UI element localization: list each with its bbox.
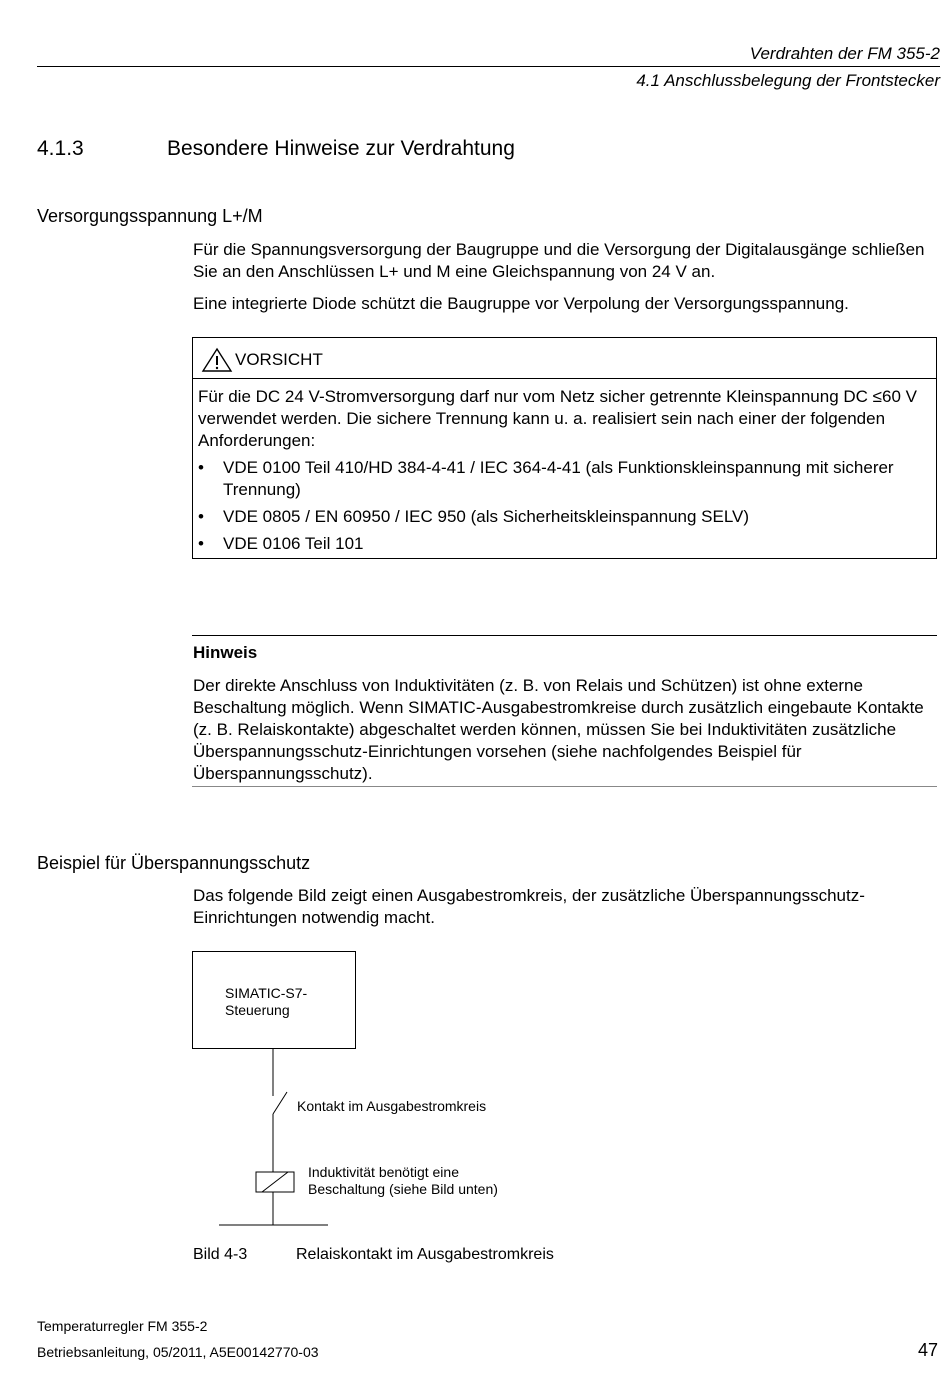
supply-paragraph-2: Eine integrierte Diode schützt die Baugruppe vor Verpolung der Versorgungsspannung. [193, 294, 849, 313]
contact-switch-blade [273, 1092, 287, 1114]
caution-title: VORSICHT [235, 350, 323, 369]
list-item: • VDE 0100 Teil 410/HD 384-4-41 / IEC 364-4-41 (als Funktionskleinspannung mit sicherer Trennung) [198, 458, 894, 499]
section-number: 4.1.3 [37, 137, 84, 160]
section-title: Besondere Hinweise zur Verdrahtung [167, 137, 515, 160]
note-title: Hinweis [193, 643, 258, 662]
footer-document: Betriebsanleitung, 05/2011, A5E00142770-03 [37, 1344, 319, 1360]
supply-heading: Versorgungsspannung L+/M [37, 206, 263, 226]
contact-label: Kontakt im Ausgabestromkreis [297, 1098, 487, 1114]
figure-caption: Relaiskontakt im Ausgabestromkreis [296, 1246, 554, 1263]
controller-label: SIMATIC-S7- Steuerung [225, 985, 308, 1018]
list-item: • VDE 0106 Teil 101 [198, 534, 364, 553]
bullet: • [198, 507, 204, 526]
bullet: • [198, 534, 204, 553]
page-number: 47 [917, 1340, 938, 1360]
running-header-chapter: Verdrahten der FM 355-2 [749, 44, 940, 63]
coil-label: Induktivität benötigt eine Beschaltung (siehe Bild unten) [308, 1164, 498, 1197]
footer-product: Temperaturregler FM 355-2 [37, 1318, 208, 1334]
relay-coil-diagonal [262, 1172, 288, 1192]
supply-paragraph-1: Für die Spannungsversorgung der Baugruppe und die Versorgung der Digitalausgänge schließen Sie an den Anschlüssen L+ und M eine Gleichspannung von 24 V an. [193, 240, 925, 281]
caution-text: Für die DC 24 V-Stromversorgung darf nur vom Netz sicher getrennte Kleinspannung DC ≤60 V verwendet werden. Die sichere Trennung kann u. a. realisiert sein nach einer der folgenden Anforderungen: [198, 387, 917, 450]
bullet: • [198, 458, 204, 477]
note-body: Der direkte Anschluss von Induktivitäten (z. B. von Relais und Schützen) ist ohne externe Beschaltung möglich. Wenn SIMATIC-Ausgabestromkreise durch zusätzlich eingebaute Kontakte (z. B. Relaiskontakte) abgeschaltet werden können, müssen Sie bei Induktivitäten zusätzliche Überspannungsschutz-Einrichtungen vorsehen (siehe nachfolgendes Beispiel für Überspannungsschutz). [193, 676, 924, 783]
example-paragraph: Das folgende Bild zeigt einen Ausgabestromkreis, der zusätzliche Überspannungsschutz-Einrichtungen notwendig macht. [193, 886, 865, 927]
example-heading: Beispiel für Überspannungsschutz [37, 853, 311, 873]
list-item: • VDE 0805 / EN 60950 / IEC 950 (als Sicherheitskleinspannung SELV) [198, 507, 750, 526]
running-header-section: 4.1 Anschlussbelegung der Frontstecker [636, 71, 940, 90]
figure-number: Bild 4-3 [193, 1246, 248, 1263]
